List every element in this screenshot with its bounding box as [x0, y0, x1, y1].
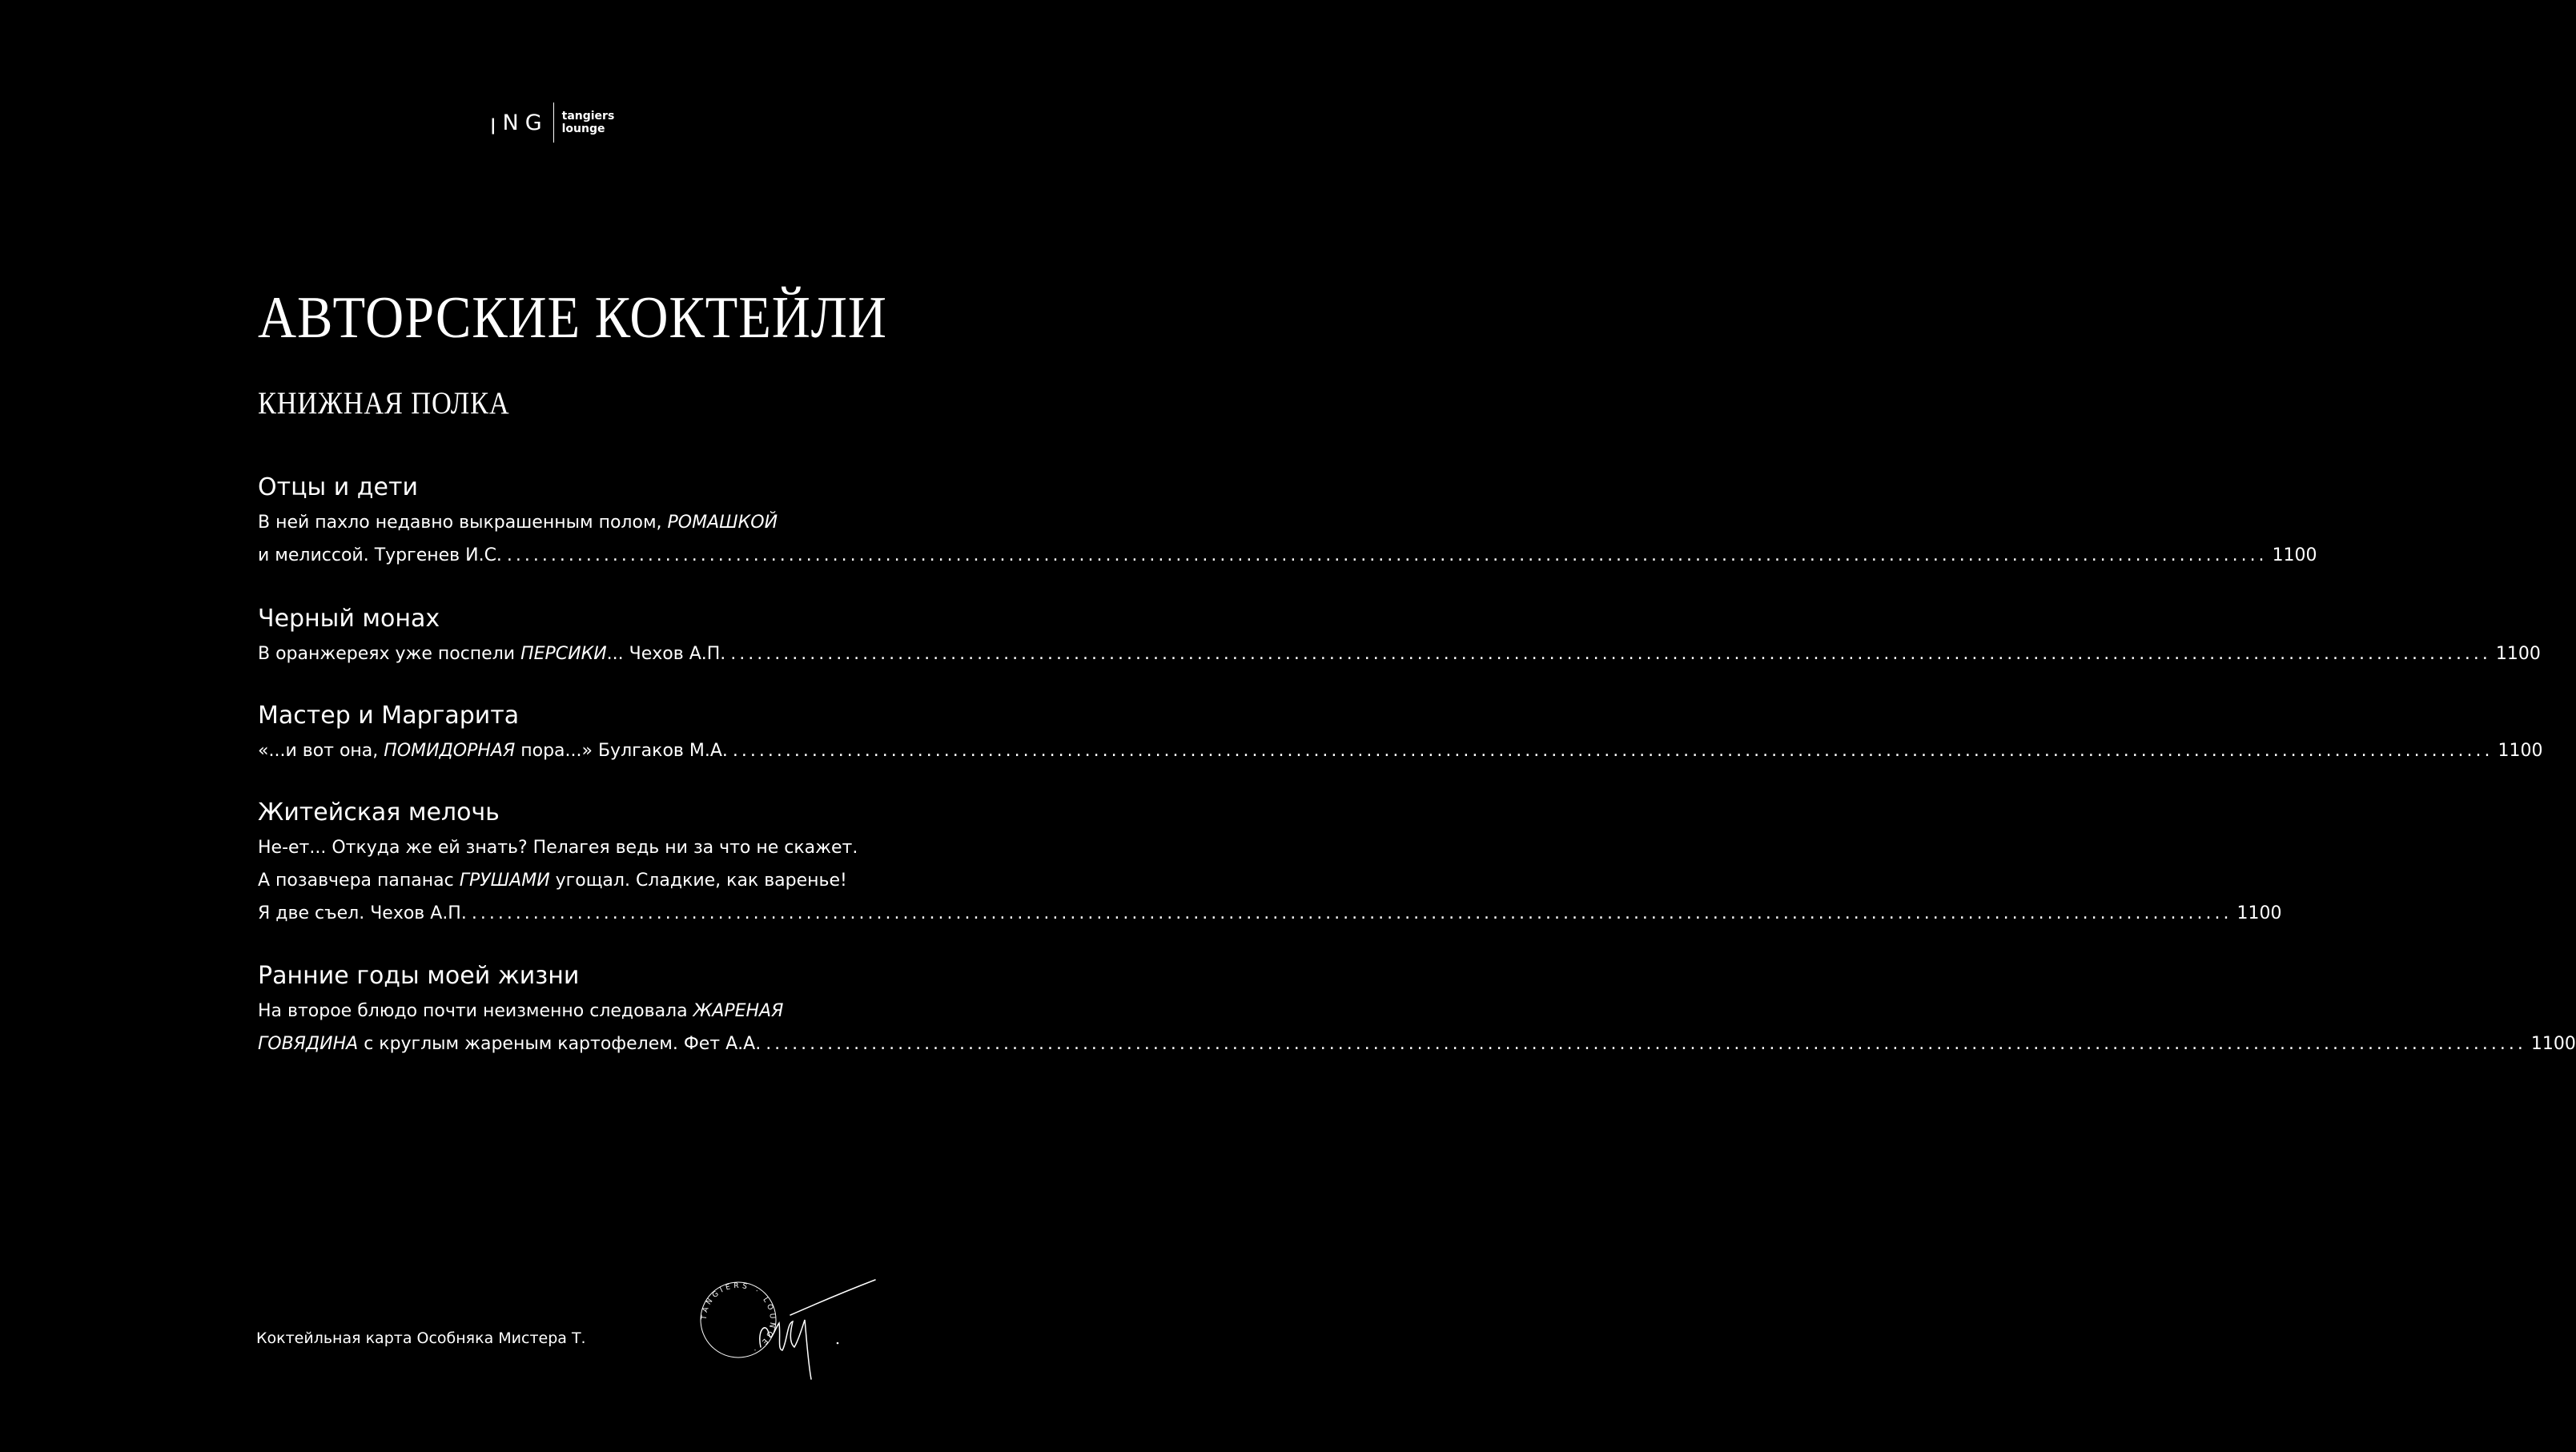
menu-item — [258, 605, 2541, 664]
menu-item-price: 1100 — [2272, 545, 2317, 565]
menu-item-price-line — [258, 1034, 2576, 1054]
dot-leader: ........................................................................................................................................................................................................ — [506, 545, 2268, 565]
logo-mark: ꞁNG — [490, 110, 549, 135]
dot-leader: ........................................................................................................................................................................................................ — [471, 903, 2232, 923]
footer-caption: Коктейльная карта Особняка Мистера Т. — [256, 1329, 586, 1347]
dot-leader: ........................................................................................................................................................................................................ — [730, 644, 2491, 664]
menu-item-price-line — [258, 545, 2317, 565]
brand-logo — [490, 103, 614, 143]
menu-item-description: На второе блюдо почти неизменно следовала ЖАРЕНАЯ — [258, 1001, 784, 1021]
menu-item-price-line — [258, 903, 2282, 923]
dot-leader: ........................................................................................................................................................................................................ — [732, 741, 2494, 761]
page-title: АВТОРСКИЕ КОКТЕЙЛИ — [258, 285, 887, 351]
menu-item-description: ГОВЯДИНА с круглым жареным картофелем. Фет А.А. — [258, 1034, 762, 1054]
menu-item — [258, 473, 2317, 565]
menu-item — [258, 702, 2543, 761]
menu-item — [258, 962, 2576, 1054]
menu-item-name: Житейская мелочь — [258, 798, 500, 827]
menu-item-description: А позавчера папанас ГРУШАМИ угощал. Сладкие, как варенье! — [258, 871, 847, 891]
dot-leader: ........................................................................................................................................................................................................ — [766, 1034, 2526, 1054]
menu-item-description: Я две съел. Чехов А.П. — [258, 903, 467, 923]
stamp-ring-text: TANGIERS · LOUNGE · — [700, 1281, 777, 1355]
logo-line-2: lounge — [561, 123, 605, 135]
menu-item-description: В оранжереях уже поспели ПЕРСИКИ... Чехов А.П. — [258, 644, 726, 664]
menu-item-name: Отцы и дети — [258, 473, 418, 501]
menu-item-description: «...и вот она, ПОМИДОРНАЯ пора...» Булгаков М.А. — [258, 741, 728, 761]
menu-item-price-line — [258, 741, 2543, 761]
logo-wordmark — [562, 110, 615, 135]
menu-item-price: 1100 — [2236, 903, 2282, 923]
logo-divider — [553, 103, 554, 143]
menu-item-description: Не-ет... Откуда же ей знать? Пелагея ведь ни за что не скажет. — [258, 838, 858, 858]
menu-item-name: Ранние годы моей жизни — [258, 962, 580, 990]
menu-item-price: 1100 — [2498, 741, 2543, 761]
menu-item-price: 1100 — [2495, 644, 2541, 664]
menu-item-description: и мелиссой. Тургенев И.С. — [258, 545, 502, 565]
menu-item-name: Мастер и Маргарита — [258, 702, 520, 730]
menu-item-description: В ней пахло недавно выкрашенным полом, РОМАШКОЙ — [258, 513, 778, 533]
menu-item-price: 1100 — [2530, 1034, 2576, 1054]
menu-item-price-line — [258, 644, 2541, 664]
menu-item-name: Черный монах — [258, 605, 440, 633]
section-title: КНИЖНАЯ ПОЛКА — [258, 386, 510, 420]
menu-item — [258, 798, 2282, 923]
logo-line-1: tangiers — [561, 110, 615, 123]
signature-stamp-icon — [693, 1273, 877, 1394]
